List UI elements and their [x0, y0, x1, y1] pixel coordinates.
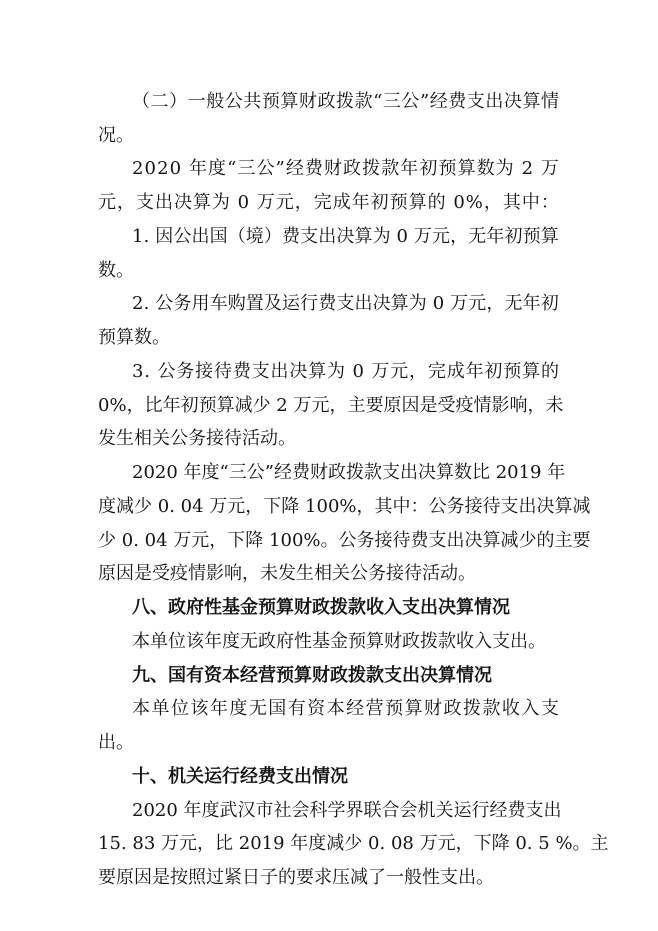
comparison-text: 少 0 . 0 4 万 元 ， 下 降 1 0 0 % 。 公 务 接 待 费 支 出 决 算 减 少 的 主 要: [98, 530, 591, 551]
item-3-text: 0 % ， 比 年 初 预 算 减 少 2 万 元 ， 主 要 原 因 是 受 疫 情 影 响 ， 未: [98, 395, 564, 416]
paragraph-line: [0, 794, 658, 828]
paragraph-line: [0, 524, 658, 558]
section-10-body-text: 要原因是按照过紧日子的要求压减了一般性支出。: [98, 867, 494, 888]
comparison-text: 度 减 少 0 . 0 4 万 元 ， 下 降 1 0 0 % ， 其 中 ： 公 务 接 待 支 出 决 算 减: [98, 496, 591, 517]
section-10-heading: [0, 760, 658, 794]
section-8-heading: [0, 591, 658, 625]
section-2-heading-text: （ 二 ） 一 般 公 共 预 算 财 政 拨 款 “ 三 公 ” 经 费 支 出 决 算 情: [132, 91, 559, 112]
paragraph-line: [0, 490, 658, 524]
item-3-text: 3 . 公 务 接 待 费 支 出 决 算 为 0 万 元 ， 完 成 年 初 预 算 的: [132, 361, 559, 382]
paragraph-line: [0, 557, 658, 591]
paragraph-line: [0, 861, 658, 895]
section-9-body-text: 本 单 位 该 年 度 无 国 有 资 本 经 营 预 算 财 政 拨 款 收 入 支: [132, 698, 559, 719]
section-9-heading-text: 九、国有资本经营预算财政拨款支出决算情况: [132, 665, 492, 686]
section-9-heading: [0, 659, 658, 693]
section-2-heading-text: 况。: [98, 125, 134, 146]
paragraph-line: [0, 186, 658, 220]
item-3-text: 发生相关公务接待活动。: [98, 428, 296, 449]
paragraph-line: [0, 355, 658, 389]
section-10-body-text: 1 5 . 8 3 万 元 ， 比 2 0 1 9 年 度 减 少 0 . 0 8 万 元 ， 下 降 0 . 5 % 。 主: [98, 833, 609, 854]
paragraph-line: [0, 456, 658, 490]
paragraph-line: [0, 692, 658, 726]
paragraph-line: [0, 389, 658, 423]
paragraph-line: [0, 321, 658, 355]
paragraph-line: [0, 827, 658, 861]
section-10-body-text: 2 0 2 0 年 度 武 汉 市 社 会 科 学 界 联 合 会 机 关 运 行 经 费 支 出: [132, 800, 562, 821]
paragraph-line: [0, 254, 658, 288]
section-2-heading-line-1: [0, 85, 658, 119]
section-10-heading-text: 十、机关运行经费支出情况: [132, 766, 348, 787]
summary-text: 元 ， 支 出 决 算 为 0 万 元 ， 完 成 年 初 预 算 的 0 % ， 其 中 ：: [98, 192, 559, 213]
item-1-text: 数。: [98, 260, 134, 281]
paragraph-line: [0, 625, 658, 659]
paragraph-line: [0, 220, 658, 254]
paragraph-line: [0, 152, 658, 186]
section-2-heading-line-2: [0, 119, 658, 153]
summary-text: 2 0 2 0 年 度 “ 三 公 ” 经 费 财 政 拨 款 年 初 预 算 数 为 2 万: [132, 158, 559, 179]
paragraph-line: [0, 287, 658, 321]
comparison-text: 2 0 2 0 年 度 “ 三 公 ” 经 费 财 政 拨 款 支 出 决 算 数 比 2 0 1 9 年: [132, 462, 566, 483]
paragraph-line: [0, 422, 658, 456]
section-8-body-text: 本单位该年度无政府性基金预算财政拨款收入支出。: [132, 631, 546, 652]
paragraph-line: [0, 726, 658, 760]
section-9-body-text: 出。: [98, 732, 134, 753]
comparison-text: 原因是受疫情影响，未发生相关公务接待活动。: [98, 563, 476, 584]
item-2-text: 2 . 公 务 用 车 购 置 及 运 行 费 支 出 决 算 为 0 万 元 ， 无 年 初: [132, 293, 559, 314]
item-2-text: 预算数。: [98, 327, 170, 348]
section-8-heading-text: 八、政府性基金预算财政拨款收入支出决算情况: [132, 597, 510, 618]
item-1-text: 1 . 因 公 出 国 （ 境 ） 费 支 出 决 算 为 0 万 元 ， 无 年 初 预 算: [132, 226, 559, 247]
